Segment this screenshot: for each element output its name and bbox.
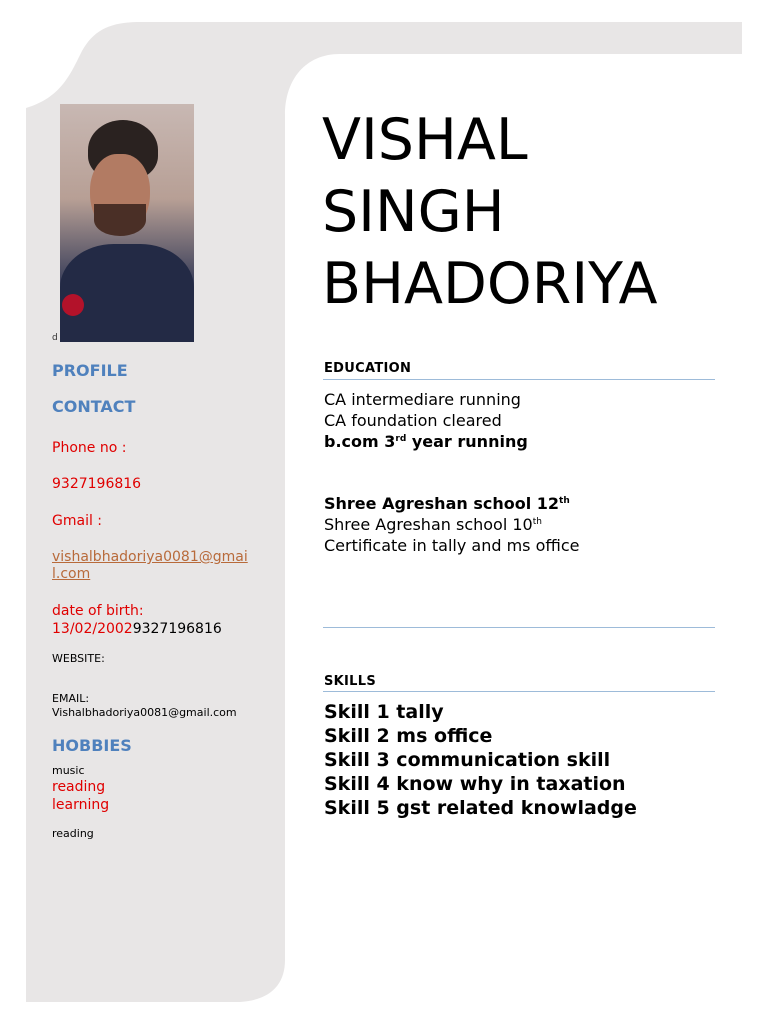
education-line-6: Certificate in tally and ms office	[324, 536, 580, 555]
dob-trailing-phone: 9327196816	[132, 621, 222, 637]
skills-list	[324, 700, 637, 820]
education-line-4	[324, 493, 579, 514]
dob-row	[52, 621, 222, 637]
section-divider	[323, 627, 715, 628]
education-line-5-sup: th	[532, 517, 542, 527]
profile-photo	[60, 104, 194, 342]
email-value: Vishalbhadoriya0081@gmail.com	[52, 706, 237, 719]
contact-heading: CONTACT	[52, 397, 136, 416]
hobby-reading-2: reading	[52, 827, 94, 840]
dob-value: 13/02/2002	[52, 621, 133, 637]
education-line-3-text: b.com 3	[324, 432, 396, 451]
profile-heading: PROFILE	[52, 361, 128, 380]
education-line-5	[324, 514, 579, 535]
education-rule	[323, 379, 715, 380]
skill-item-1: Skill 1 tally	[324, 701, 444, 723]
hobby-reading: reading	[52, 779, 106, 795]
gmail-link-line2[interactable]: l.com	[52, 566, 91, 582]
gmail-link-line1[interactable]: vishalbhadoriya0081@gmai	[52, 549, 248, 565]
education-line-4-sup: th	[559, 496, 570, 506]
email-label: EMAIL:	[52, 692, 90, 705]
skill-item-2: Skill 2 ms office	[324, 725, 493, 747]
hobby-learning: learning	[52, 797, 110, 813]
photo-beard	[94, 204, 146, 236]
photo-rose	[62, 294, 84, 316]
dob-label: date of birth:	[52, 603, 144, 619]
candidate-name	[322, 104, 658, 320]
skill-item-4: Skill 4 know why in taxation	[324, 773, 626, 795]
skill-item-3: Skill 3 communication skill	[324, 749, 611, 771]
skills-rule	[323, 691, 715, 692]
phone-value: 9327196816	[52, 476, 142, 492]
skill-item-5: Skill 5 gst related knowladge	[324, 797, 637, 819]
education-title: EDUCATION	[324, 361, 412, 376]
education-line-1: CA intermediare running	[324, 390, 521, 409]
education-line-3-sup: rd	[395, 434, 407, 444]
education-block-2	[324, 493, 579, 556]
photo-jacket	[60, 244, 194, 342]
skills-title: SKILLS	[324, 674, 377, 689]
education-line-4-text: Shree Agreshan school 12	[324, 494, 560, 513]
name-line-3: BHADORIYA	[322, 251, 658, 317]
phone-label: Phone no :	[52, 440, 127, 456]
education-line-3-rest: year running	[406, 432, 528, 451]
education-line-2: CA foundation cleared	[324, 411, 502, 430]
gmail-label: Gmail :	[52, 513, 103, 529]
photo-caption: d	[52, 333, 58, 343]
gmail-link[interactable]	[52, 549, 248, 583]
education-block-1	[324, 389, 528, 452]
website-label: WEBSITE:	[52, 652, 105, 665]
name-line-1: VISHAL	[322, 107, 528, 173]
name-line-2: SINGH	[322, 179, 505, 245]
education-line-3	[324, 431, 528, 452]
hobby-music: music	[52, 764, 85, 777]
hobbies-heading: HOBBIES	[52, 736, 132, 755]
education-line-5-text: Shree Agreshan school 10	[324, 515, 533, 534]
